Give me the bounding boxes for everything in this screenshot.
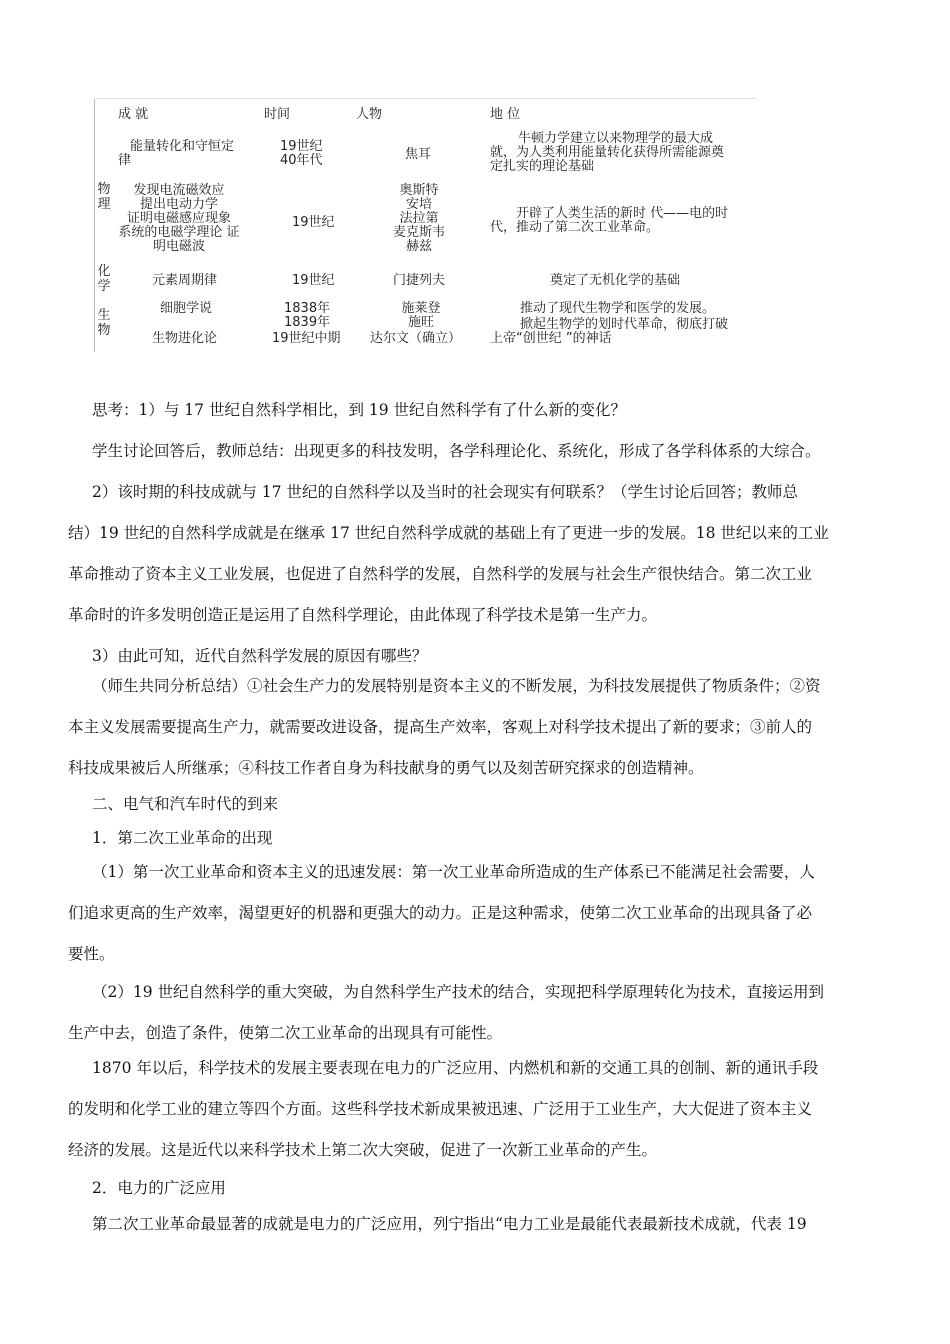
text-line: 的发明和化学工业的建立等四个方面。这些科学技术新成果被迅速、广泛用于工业生产，大大促进了资本主义 bbox=[68, 1100, 813, 1118]
biology-status-evolution bbox=[490, 318, 728, 346]
text-line: 学生讨论回答后，教师总结：出现更多的科技发明，各学科理论化、系统化，形成了各学科体系的大综合。 bbox=[92, 442, 821, 460]
biology-status-cell: 推动了现代生物学和医学的发展。 bbox=[520, 301, 716, 316]
cell-line: 代，推动了第二次工业革命。 bbox=[490, 220, 660, 235]
physics-row1-time bbox=[280, 140, 323, 168]
paragraph-first-revolution bbox=[68, 852, 883, 975]
text-line: 结）19 世纪的自然科学成就是在继承 17 世纪自然科学成就的基础上有了更进一步的发展。18 世纪以来的工业 bbox=[68, 524, 829, 542]
physics-row1-person: 焦耳 bbox=[405, 147, 432, 162]
physics-row1-status bbox=[490, 132, 724, 174]
cell-line: 牛顿力学建立以来物理学的最大成 bbox=[518, 131, 714, 146]
cell-line: 证明电磁感应现象 bbox=[126, 211, 231, 226]
cell-line: 麦克斯韦 bbox=[392, 225, 445, 240]
category-char: 学 bbox=[97, 279, 111, 294]
category-char: 理 bbox=[97, 197, 111, 212]
text-line: 革命时的许多发明创造正是运用了自然科学理论，由此体现了科学技术是第一生产力。 bbox=[68, 606, 658, 624]
chemistry-time: 19世纪 bbox=[292, 273, 335, 288]
cell-line: 能量转化和守恒定 bbox=[130, 139, 235, 154]
header-person: 人物 bbox=[356, 107, 383, 122]
physics-row2-time: 19世纪 bbox=[292, 215, 335, 230]
biology-achievement-cell: 细胞学说 bbox=[160, 301, 213, 316]
cell-line: 系统的电磁学理论 证 bbox=[118, 225, 240, 240]
header-time: 时间 bbox=[264, 107, 291, 122]
physics-row2-status bbox=[490, 207, 728, 235]
text-line: 科技成果被后人所继承；④科技工作者自身为科技献身的勇气以及刻苦研究探求的创造精神。 bbox=[68, 759, 704, 777]
category-char: 生 bbox=[97, 308, 111, 323]
paragraph-after-1870 bbox=[68, 1048, 883, 1171]
chemistry-status: 奠定了无机化学的基础 bbox=[550, 273, 681, 288]
biology-person-evolution: 达尔文（确立） bbox=[370, 331, 462, 346]
table-left-border bbox=[94, 98, 95, 352]
text-line: 革命推动了资本主义工业发展，也促进了自然科学的发展，自然科学的发展与社会生产很快结合。第二次工业 bbox=[68, 565, 813, 583]
paragraph-teacher-summary bbox=[68, 431, 883, 472]
chemistry-person: 门捷列夫 bbox=[393, 273, 446, 288]
text-line: 思考：1）与 17 世纪自然科学相比，到 19 世纪自然科学有了什么新的变化？ bbox=[92, 401, 627, 419]
text-line: 们追求更高的生产效率，渴望更好的机器和更强大的动力。正是这种需求，使第二次工业革命的出现具备了必 bbox=[68, 904, 813, 922]
cell-line: 40年代 bbox=[280, 153, 323, 168]
cell-line: 律 bbox=[118, 153, 132, 168]
table-top-border bbox=[94, 98, 756, 99]
biology-time-evolution: 19世纪中期 bbox=[272, 331, 341, 346]
text-line: 2）该时期的科技成就与 17 世纪的自然科学以及当时的社会现实有何联系？（学生讨论后回答；教师总 bbox=[92, 483, 798, 501]
cell-line: 施旺 bbox=[407, 315, 434, 330]
category-char: 物 bbox=[97, 323, 111, 338]
text-line: 要性。 bbox=[68, 945, 115, 963]
category-char: 化 bbox=[97, 264, 111, 279]
cell-line: 19世纪 bbox=[280, 139, 323, 154]
text-line: 生产中去，创造了条件，使第二次工业革命的出现具有可能性。 bbox=[68, 1024, 503, 1042]
chemistry-achievement: 元素周期律 bbox=[152, 273, 218, 288]
science-achievements-table bbox=[94, 98, 756, 352]
cell-line: 安培 bbox=[405, 197, 432, 212]
physics-row2-achievement bbox=[104, 184, 254, 254]
cell-line: 发现电流磁效应 bbox=[133, 183, 225, 198]
cell-line: 开辟了人类生活的新时 代——电的时 bbox=[516, 206, 729, 221]
cell-line: 法拉第 bbox=[399, 211, 439, 226]
text-line: 2．电力的广泛应用 bbox=[92, 1179, 226, 1197]
text-line: 1．第二次工业革命的出现 bbox=[92, 829, 273, 847]
text-line: 3）由此可知，近代自然科学发展的原因有哪些？ bbox=[92, 647, 428, 665]
category-chemistry bbox=[96, 264, 112, 294]
cell-line: 奥斯特 bbox=[399, 183, 439, 198]
text-line: 第二次工业革命最显著的成就是电力的广泛应用，列宁指出“电力工业是最能代表最新技术成就，代表 19 bbox=[92, 1215, 807, 1233]
cell-line: 赫兹 bbox=[405, 239, 432, 254]
cell-line: 掀起生物学的划时代革命，彻底打破 bbox=[520, 317, 729, 332]
text-line: 经济的发展。这是近代以来科学技术上第二次大突破，促进了一次新工业革命的产生。 bbox=[68, 1141, 658, 1159]
paragraph-think-2 bbox=[68, 472, 883, 636]
cell-line: 就，为人类利用能量转化获得所需能源奠 bbox=[490, 145, 725, 160]
cell-line: 1839年 bbox=[284, 315, 331, 330]
header-status: 地 位 bbox=[490, 107, 521, 122]
text-line: （师生共同分析总结）①社会生产力的发展特别是资本主义的不断发展，为科技发展提供了物质条件；②资 bbox=[92, 677, 821, 695]
category-biology bbox=[96, 308, 112, 338]
text-line: 二、电气和汽车时代的到来 bbox=[92, 795, 279, 813]
category-char: 物 bbox=[97, 182, 111, 197]
paragraph-reasons bbox=[68, 666, 883, 789]
physics-row2-person bbox=[384, 184, 454, 254]
header-achievement: 成 就 bbox=[118, 107, 149, 122]
paragraph-science-breakthrough bbox=[68, 972, 883, 1054]
cell-line: 上帝“创世纪 ”的神话 bbox=[490, 331, 612, 346]
biology-achievement-evolution: 生物进化论 bbox=[152, 331, 218, 346]
cell-line: 提出电动力学 bbox=[139, 197, 218, 212]
text-line: （1）第一次工业革命和资本主义的迅速发展：第一次工业革命所造成的生产体系已不能满足社会需要，人 bbox=[92, 863, 815, 881]
biology-person-cell bbox=[396, 302, 446, 330]
biology-time-cell bbox=[284, 302, 330, 330]
cell-line: 明电磁波 bbox=[152, 239, 205, 254]
text-line: 本主义发展需要提高生产力，就需要改进设备，提高生产效率，客观上对科学技术提出了新的要求；③前人的 bbox=[68, 718, 813, 736]
subsection-heading-electricity bbox=[68, 1168, 883, 1209]
cell-line: 施莱登 bbox=[401, 301, 441, 316]
physics-row1-achievement bbox=[118, 139, 235, 168]
text-line: （2）19 世纪自然科学的重大突破，为自然科学生产技术的结合，实现把科学原理转化为技术，直接运用到 bbox=[92, 983, 825, 1001]
cell-line: 定扎实的理论基础 bbox=[490, 159, 595, 174]
text-line: 1870 年以后，科学技术的发展主要表现在电力的广泛应用、内燃机和新的交通工具的创制、新的通讯手段 bbox=[92, 1059, 819, 1077]
cell-line: 1838年 bbox=[284, 301, 331, 316]
paragraph-think-1 bbox=[68, 390, 883, 431]
paragraph-electricity-use bbox=[68, 1204, 883, 1245]
